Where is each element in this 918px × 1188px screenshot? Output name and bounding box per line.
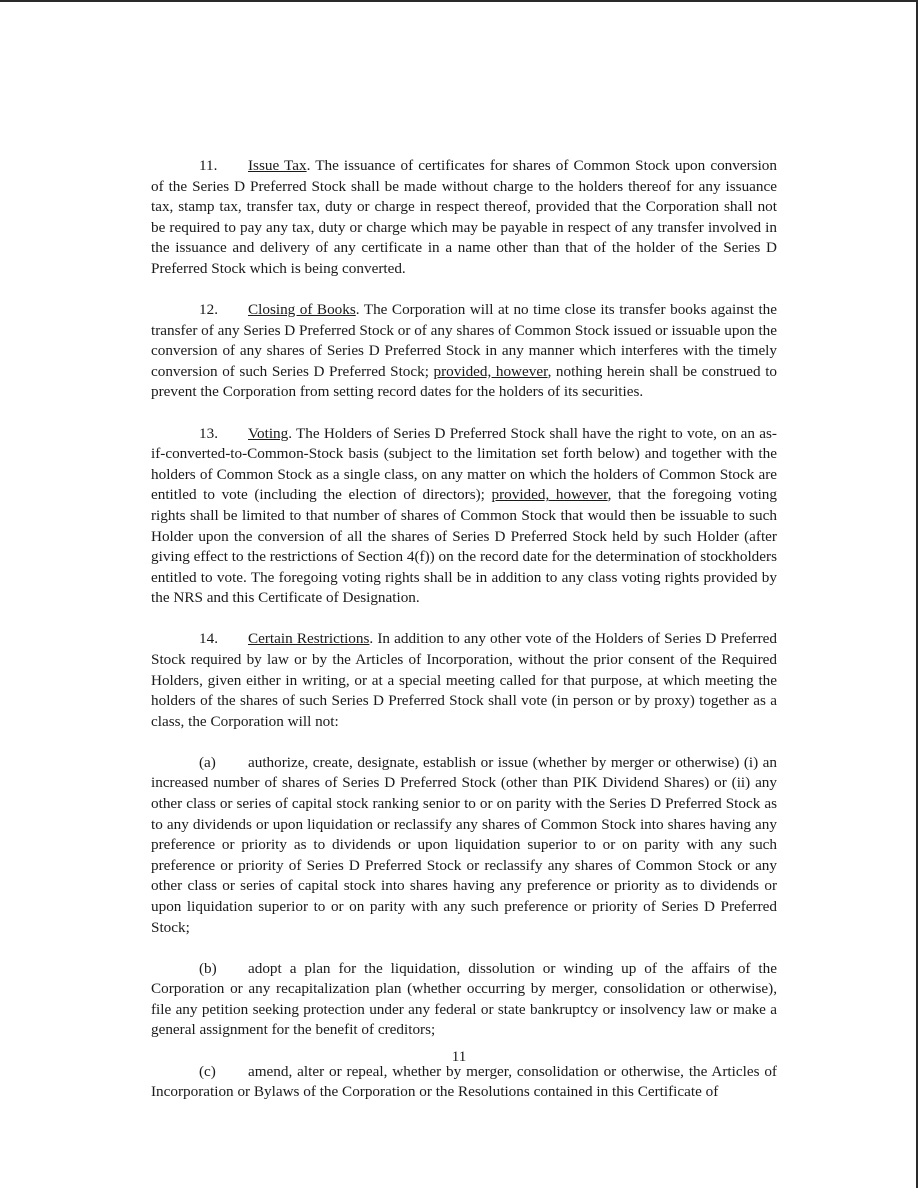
section-14-paragraph: 14. Certain Restrictions. In addition to any other vote of the Holders of Series D Preferred Stock required by law or by the Articles of Incorporation, without the prior consent of the Required Holders, given either in writing, or at a special meeting called for that purpose, at which meeting the holders of the shares of such Series D Preferred Stock shall vote (in person or by proxy) together as a class, the Corporation will not: bbox=[151, 630, 778, 730]
item-label: (c) bbox=[199, 1062, 216, 1080]
item-text: adopt a plan for the liquidation, dissolution or winding up of the affairs of the Corporation or any recapitalization plan (whether occurring by merger, consolidation or otherwise), file any petition seeking protection under any federal or state bankruptcy or insolvency law or make a general assignment for the benefit of creditors; bbox=[151, 959, 777, 1039]
section-text: In addition to any other vote of the Holders of Series D Preferred Stock required by law or by the Articles of Incorporation, without the prior consent of the Required Holders, given either in writing, or at a special meeting called for that purpose, at which meeting the holders of the shares of such Series D Preferred Stock shall vote (in person or by proxy) together as a class, the Corporation will not: bbox=[151, 630, 778, 730]
item-text: amend, alter or repeal, whether by merger, consolidation or otherwise, the Articles of Incorporation or Bylaws of the Corporation or the Resolutions contained in this Certificate of bbox=[151, 1062, 777, 1101]
section-heading: Closing of Books bbox=[248, 301, 356, 319]
item-text: authorize, create, designate, establish or issue (whether by merger or otherwise) (i) an increased number of shares of Series D Preferred Stock (other than PIK Dividend Shares) or (ii) any other class or series of capital stock ranking senior to or on parity with the Series D Preferred Stock as to any dividends or upon liquidation or reclassify any shares of Common Stock into shares having any preference or priority as to dividends or upon liquidation superior to or on parity with any such preference or priority of Series D Preferred Stock or reclassify any shares of Common Stock or any other class or series of capital stock into shares having any preference or priority as to dividends or upon liquidation superior to or on parity with any such preference or priority of Series D Preferred Stock; bbox=[151, 753, 777, 936]
section-text: The Holders of Series D Preferred Stock shall have the right to vote, on an as-if-converted-to-Common-Stock basis (subject to the limitation set forth below) and together with the holders of Common Stock as a single class, on any matter on which the holders of Common Stock are entitled to vote (including the election of directors); bbox=[151, 424, 777, 504]
section-text: The Corporation will at no time close its transfer books against the transfer of any Series D Preferred Stock or of any shares of Common Stock issued or issuable upon the conversion of any shares of Series D Preferred Stock in any manner which interferes with the timely conversion of such Series D Preferred Stock; bbox=[151, 301, 778, 380]
document-body bbox=[151, 156, 777, 1123]
section-text: The issuance of certificates for shares of Common Stock upon conversion of the Series D Preferred Stock shall be made without charge to the holders thereof for any issuance tax, stamp tax, transfer tax, duty or charge in respect thereof, provided that the Corporation shall not be required to pay any tax, duty or charge which may be payable in respect of any transfer involved in the issuance and delivery of any certificate in a name other than that of the holder of the Series D Preferred Stock which is being converted. bbox=[151, 157, 777, 277]
item-label: (a) bbox=[199, 753, 216, 771]
section-number: 11. bbox=[199, 157, 218, 174]
section-heading: Certain Restrictions bbox=[248, 630, 370, 648]
list-item-a bbox=[151, 753, 777, 938]
section-heading: Issue Tax bbox=[248, 157, 307, 174]
list-item-c bbox=[151, 1062, 777, 1103]
section-text-continued: , nothing herein shall be construed to prevent the Corporation from setting record dates for the holders of its securities. bbox=[151, 362, 778, 401]
section-11-paragraph: 11. Issue Tax. The issuance of certificates for shares of Common Stock upon conversion of the Series D Preferred Stock shall be made without charge to the holders thereof for any issuance tax, stamp tax, transfer tax, duty or charge in respect thereof, provided that the Corporation shall not be required to pay any tax, duty or charge which may be payable in respect of any transfer involved in the issuance and delivery of any certificate in a name other than that of the holder of the Series D Preferred Stock which is being converted. bbox=[151, 157, 777, 277]
list-item-b bbox=[151, 959, 777, 1041]
section-number: 12. bbox=[199, 301, 218, 319]
section-heading: Voting bbox=[248, 424, 289, 442]
section-number: 14. bbox=[199, 630, 218, 648]
proviso-phrase: provided, however bbox=[433, 362, 548, 380]
section-number: 13. bbox=[199, 424, 218, 442]
item-label: (b) bbox=[199, 959, 217, 977]
scan-edge-top bbox=[0, 0, 918, 2]
section-12-paragraph: 12. Closing of Books. The Corporation will at no time close its transfer books against the transfer of any Series D Preferred Stock or of any shares of Common Stock issued or issuable upon the conversion of any shares of Series D Preferred Stock in any manner which interferes with the timely conversion of such Series D Preferred Stock; provided, however, nothing herein shall be construed to prevent the Corporation from setting record dates for the holders of its securities. bbox=[151, 301, 778, 401]
page-number: 11 bbox=[451, 1048, 467, 1065]
section-13-paragraph: 13. Voting. The Holders of Series D Preferred Stock shall have the right to vote, on an as-if-converted-to-Common-Stock basis (subject to the limitation set forth below) and together with the holders of Common Stock as a single class, on any matter on which the holders of Common Stock are entitled to vote (including the election of directors); provided, however, that the foregoing voting rights shall be limited to that number of shares of Common Stock that would then be issuable to such Holder upon the conversion of all the shares of Series D Preferred Stock held by such Holder (after giving effect to the restrictions of Section 4(f)) on the record date for the determination of stockholders entitled to vote. The foregoing voting rights shall be in addition to any class voting rights provided by the NRS and this Certificate of Designation. bbox=[151, 424, 777, 607]
section-text-continued: , that the foregoing voting rights shall be limited to that number of shares of Common Stock that would then be issuable to such Holder upon the conversion of all the shares of Series D Preferred Stock held by such Holder (after giving effect to the restrictions of Section 4(f)) on the record date for the determination of stockholders entitled to vote. The foregoing voting rights shall be in addition to any class voting rights provided by the NRS and this Certificate of Designation. bbox=[151, 486, 777, 607]
proviso-phrase: provided, however bbox=[491, 486, 608, 504]
